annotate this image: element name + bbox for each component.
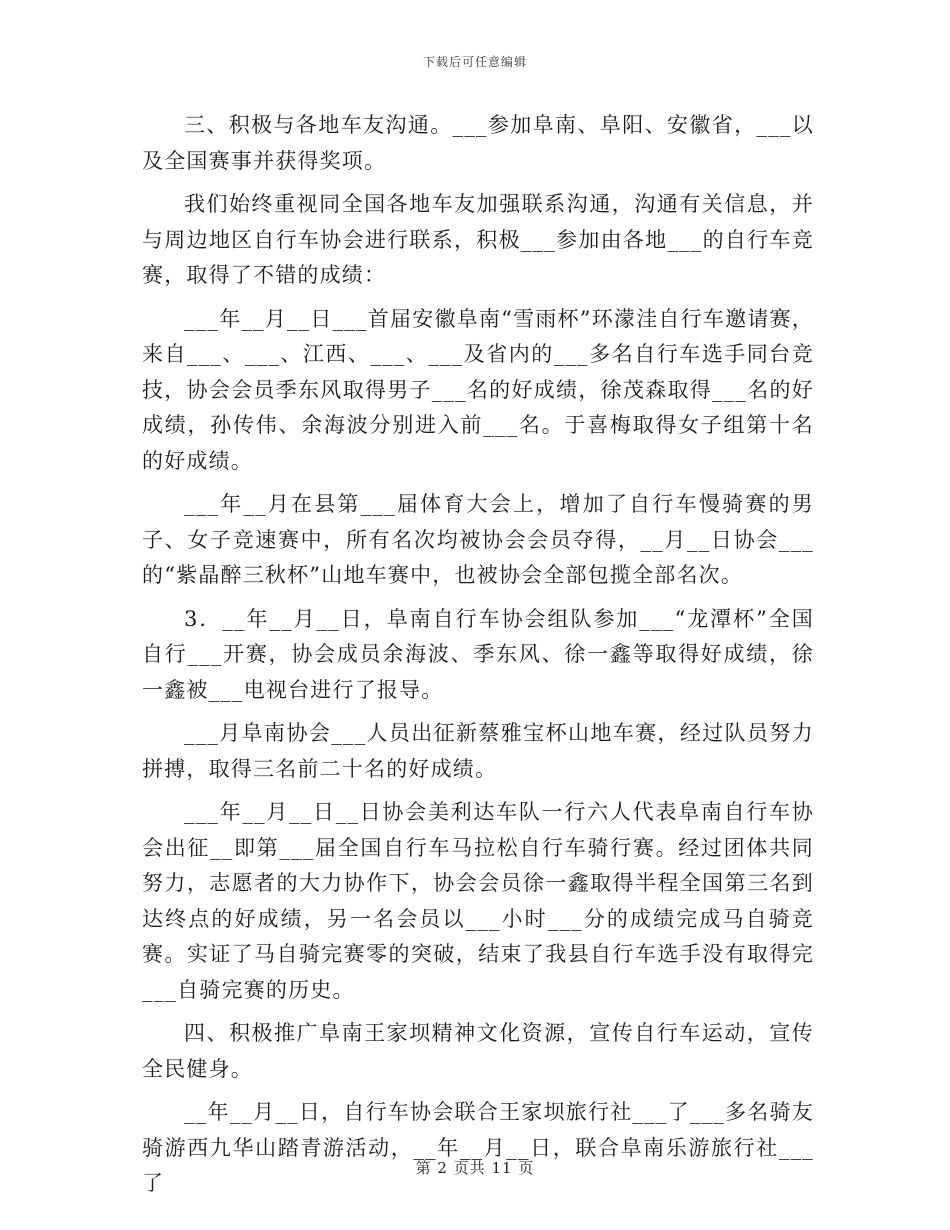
paragraph: 我们始终重视同全国各地车友加强联系沟通，沟通有关信息，并与周边地区自行车协会进行联系，积极___参加由各地___的自行车竞赛，取得了不错的成绩：: [142, 192, 814, 287]
paragraph: ___年__月__日__日协会美利达车队一行六人代表阜南自行车协会出征__即第___届全国自行车马拉松自行车骑行赛。经过团体共同努力，志愿者的大力协作下，协会会员徐一鑫取得半程全国第三名到达终点的好成绩，另一名会员以___小时___分的成绩完成马自骑竞赛。实证了马自骑完赛零的突破，结束了我县自行车选手没有取得完___自骑完赛的历史。: [142, 800, 814, 1002]
paragraph: __年__月__日，自行车协会联合王家坝旅行社___了___多名骑友骑游西九华山踏青游活动，__年__月__日，联合阜南乐游旅行社___了: [142, 1100, 814, 1195]
page-header: 下载后可任意编辑: [422, 55, 527, 69]
paragraph: 3．__年__月__日，阜南自行车协会组队参加___“龙潭杯”全国自行___开赛，协会成员余海波、季东风、徐一鑫等取得好成绩，徐一鑫被___电视台进行了报导。: [142, 606, 814, 702]
paragraph: ___年__月在县第___届体育大会上，增加了自行车慢骑赛的男子、女子竞速赛中，所有名次均被协会会员夺得，__月__日协会___的“紫晶醉三秋杯”山地车赛中，也被协会全部包揽全部名次。: [142, 492, 814, 587]
paragraph: 四、积极推广阜南王家坝精神文化资源，宣传自行车运动，宣传全民健身。: [142, 1021, 814, 1081]
page-number-footer: 第 2 页共 11 页: [415, 1159, 535, 1177]
document-body: [142, 108, 814, 1202]
paragraph: ___年__月__日___首届安徽阜南“雪雨杯”环濛洼自行车邀请赛，来自___、___、江西、___、___及省内的___多名自行车选手同台竞技，协会会员季东风取得男子___名的好成绩，徐茂森取得___名的好成绩，孙传伟、余海波分别进入前___名。于喜梅取得女子组第十名的好成绩。: [142, 306, 814, 473]
paragraph: 三、积极与各地车友沟通。___参加阜南、阜阳、安徽省，___以及全国赛事并获得奖项。: [142, 113, 814, 173]
paragraph: ___月阜南协会___人员出征新蔡雅宝杯山地车赛，经过队员努力拼搏，取得三名前二十名的好成绩。: [142, 721, 814, 781]
